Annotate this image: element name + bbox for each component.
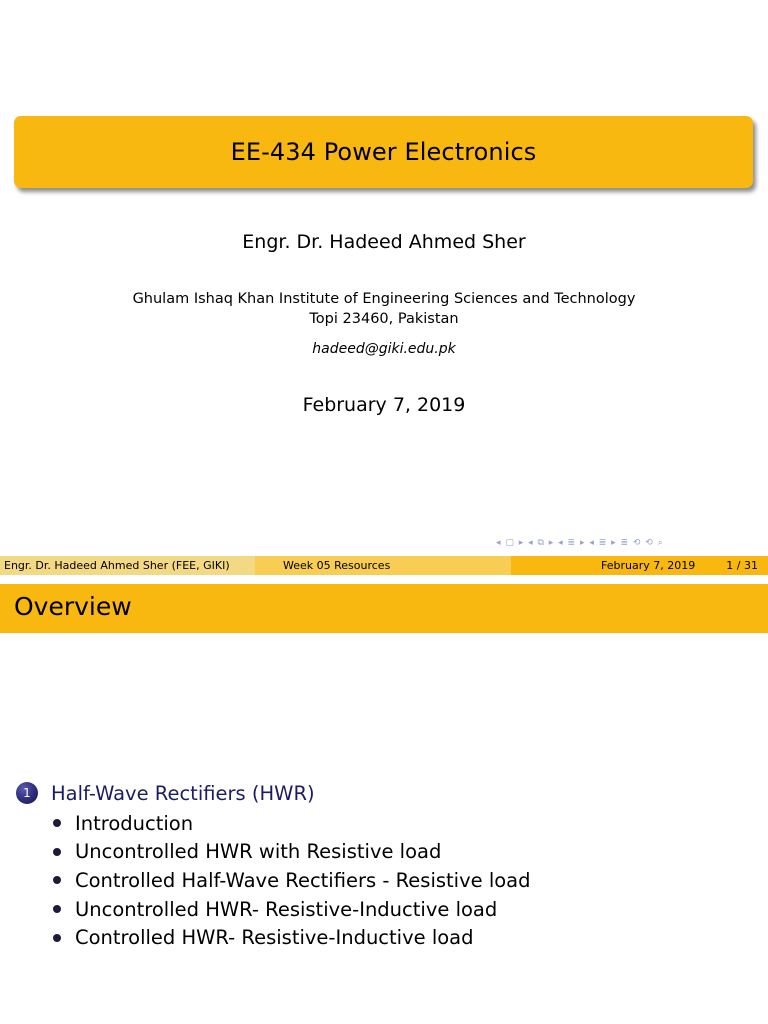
bullet-icon <box>53 876 61 884</box>
toc-subsection-label[interactable]: Uncontrolled HWR- Resistive-Inductive load <box>75 897 498 921</box>
toc-subsection-label[interactable]: Introduction <box>75 811 194 835</box>
toc-subsection[interactable] <box>53 838 531 867</box>
slide-footer <box>0 556 768 575</box>
toc-section-label[interactable]: Half-Wave Rectifiers (HWR) <box>51 781 315 805</box>
footer-author: Engr. Dr. Hadeed Ahmed Sher (FEE, GIKI) <box>0 556 255 575</box>
section-number-ball: 1 <box>16 782 38 804</box>
frame-title: Overview <box>14 592 132 621</box>
institute <box>0 289 768 329</box>
author-name: Engr. Dr. Hadeed Ahmed Sher <box>242 231 526 253</box>
toc-subsection-label[interactable]: Uncontrolled HWR with Resistive load <box>75 840 442 864</box>
author-email[interactable]: hadeed@giki.edu.pk <box>312 341 456 357</box>
toc-subsection[interactable] <box>53 895 531 924</box>
toc-subsection[interactable] <box>53 923 531 952</box>
footer-page-number: 1 / 31 <box>726 559 758 572</box>
institute-line-2: Topi 23460, Pakistan <box>309 311 459 327</box>
toc-subsection-label[interactable]: Controlled HWR- Resistive-Inductive load <box>75 926 474 950</box>
frame-title-bar <box>0 584 768 633</box>
footer-short-title: Week 05 Resources <box>255 556 511 575</box>
bullet-icon <box>53 934 61 942</box>
institute-line-1: Ghulam Ishaq Khan Institute of Engineering Sciences and Technology <box>132 291 636 307</box>
toc-subsections <box>53 809 531 952</box>
toc-subsection[interactable] <box>53 866 531 895</box>
bullet-icon <box>53 905 61 913</box>
footer-date: February 7, 2019 <box>601 559 696 572</box>
bullet-icon <box>53 819 61 827</box>
toc-subsection-label[interactable]: Controlled Half-Wave Rectifiers - Resistive load <box>75 868 531 892</box>
title-box <box>14 116 753 188</box>
footer-date-page <box>511 556 768 575</box>
toc-section[interactable] <box>16 780 315 806</box>
bullet-icon <box>53 848 61 856</box>
presentation-date: February 7, 2019 <box>302 394 466 416</box>
beamer-navigation-icons[interactable]: ◂ ▢ ▸ ◂ ⧉ ▸ ◂ ≣ ▸ ◂ ≣ ▸ ≣ ⟲ ⟲ ⌕ <box>496 538 664 548</box>
toc-subsection[interactable] <box>53 809 531 838</box>
presentation-title: EE-434 Power Electronics <box>230 138 537 166</box>
